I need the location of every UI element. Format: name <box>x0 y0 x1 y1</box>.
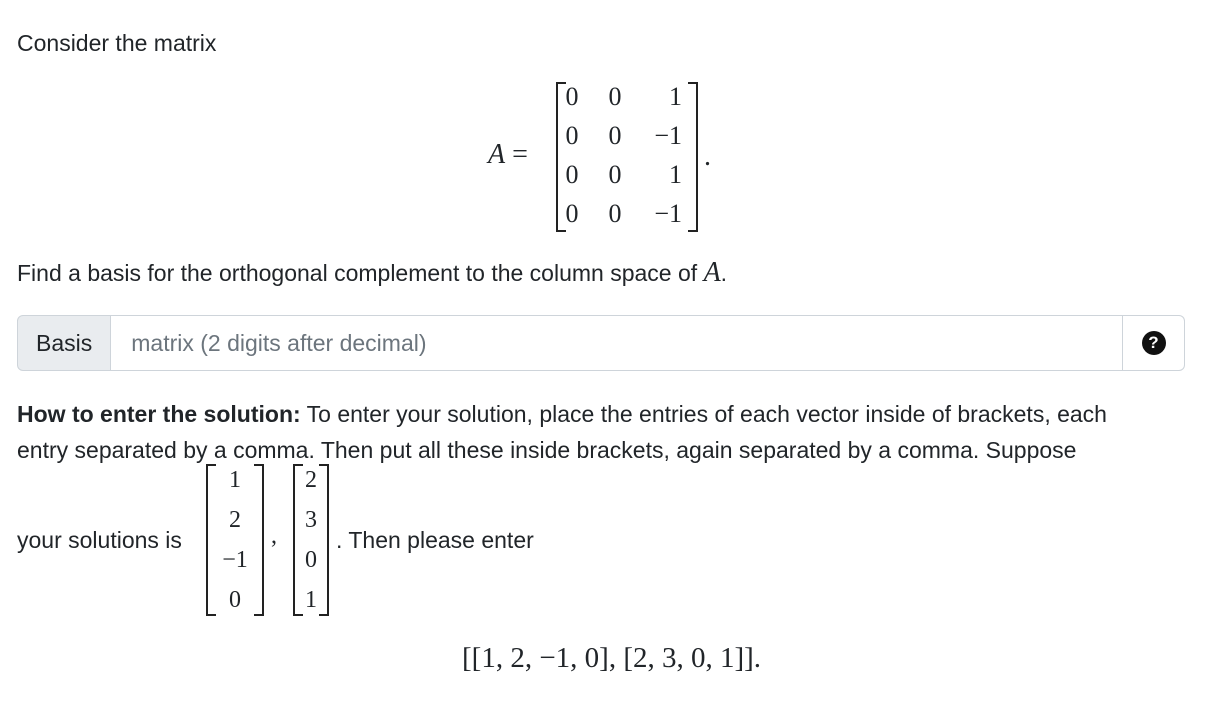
vector-right-bracket <box>254 464 264 616</box>
example-vector-1 <box>206 464 264 616</box>
matrix-cell: 1 <box>669 160 682 189</box>
basis-input-group <box>17 315 1185 371</box>
example-suffix: . Then please enter <box>336 527 534 553</box>
instructions-line-2: entry separated by a comma. Then put all these inside brackets, again separated by a comma. Suppose <box>17 437 1077 463</box>
equals-sign: = <box>512 139 528 170</box>
matrix-cell: 0 <box>565 121 579 150</box>
vector-entry: 3 <box>305 507 317 533</box>
vector-entry: 1 <box>305 587 317 613</box>
instructions-line-1 <box>17 399 1107 429</box>
example-answer: [[1, 2, −1, 0], [2, 3, 0, 1]]. <box>462 642 762 674</box>
vector-separator-comma: , <box>271 523 277 549</box>
question-text <box>17 258 727 288</box>
vector-entry: 2 <box>305 467 317 493</box>
instructions-line-1-text: To enter your solution, place the entries of each vector inside of brackets, each <box>300 401 1107 427</box>
question-circle-icon[interactable]: ? <box>1142 331 1166 355</box>
matrix-cell: 0 <box>565 160 579 189</box>
basis-answer-input[interactable] <box>111 315 1123 371</box>
question-var: A <box>703 257 721 288</box>
example-vector-2 <box>293 464 329 616</box>
vector-entry: −1 <box>222 547 248 573</box>
help-button[interactable] <box>1123 315 1185 371</box>
vector-entry: 0 <box>305 547 317 573</box>
matrix-cell: 0 <box>608 199 622 228</box>
matrix-equation-label <box>488 138 528 172</box>
matrix-cell: 0 <box>565 82 579 111</box>
matrix-cell: −1 <box>654 121 682 150</box>
matrix-cell: −1 <box>654 199 682 228</box>
matrix-name: A <box>488 139 506 170</box>
matrix-cell: 0 <box>608 121 622 150</box>
matrix-right-bracket <box>688 82 698 232</box>
basis-addon-label: Basis <box>17 315 111 371</box>
matrix-cell: 0 <box>608 82 622 111</box>
matrix-period: . <box>704 141 711 172</box>
vector-entry: 1 <box>229 467 241 493</box>
question-body: Find a basis for the orthogonal complement to the column space of <box>17 260 704 286</box>
matrix-a <box>556 82 698 232</box>
matrix-cell: 1 <box>669 82 682 111</box>
vector-entry: 2 <box>229 507 241 533</box>
matrix-cell: 0 <box>565 199 579 228</box>
matrix-cell: 0 <box>608 160 622 189</box>
question-end: . <box>720 260 728 286</box>
instructions-heading: How to enter the solution: <box>17 401 301 427</box>
example-prefix: your solutions is <box>17 527 182 553</box>
vector-entry: 0 <box>229 587 241 613</box>
intro-text: Consider the matrix <box>17 30 217 56</box>
